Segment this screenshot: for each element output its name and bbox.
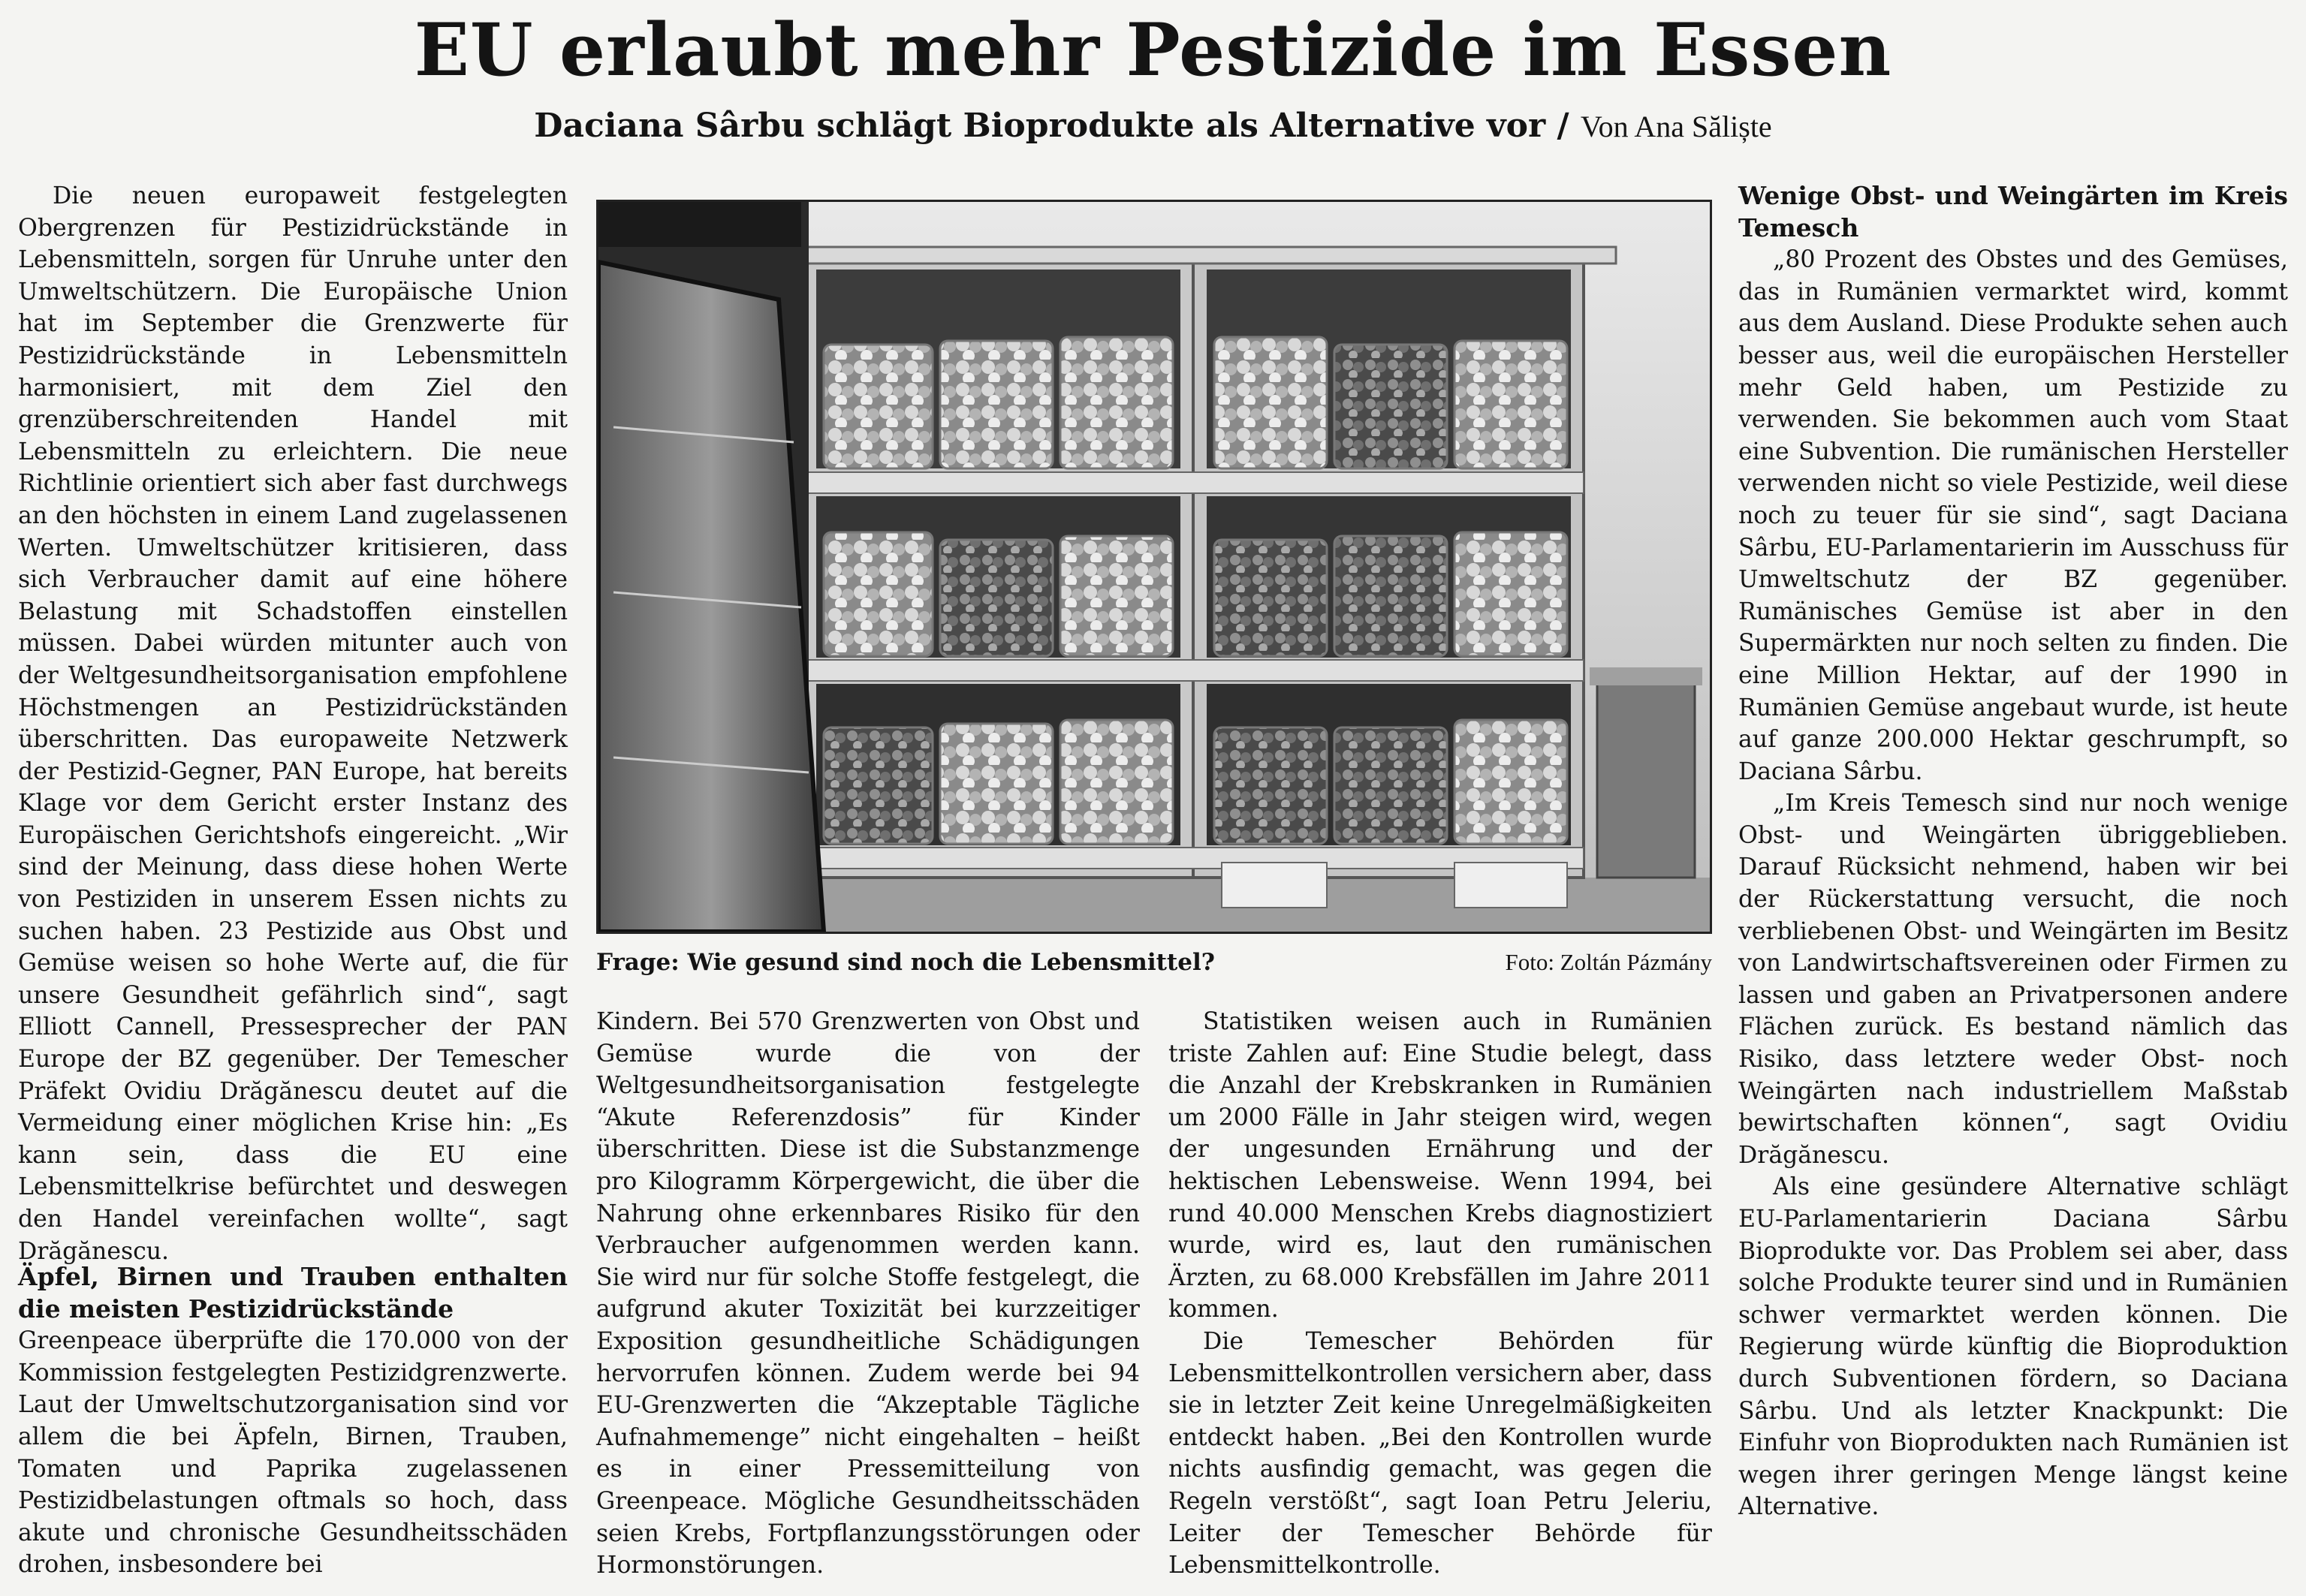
article-column-4: [1738, 180, 2288, 1523]
photo-caption-line: [596, 947, 1712, 977]
photo-credit: Foto: Zoltán Pázmány: [1505, 949, 1712, 975]
headline: EU erlaubt mehr Pestizide im Essen: [414, 8, 1892, 92]
paragraph: Die neuen europaweit festgelegten Obergrenzen für Pestizidrückstände in Lebensmitteln, sorgen für Unruhe unter den Umweltschützern. Die Europäische Union hat im September die Grenzwerte für Pestizidrückstände in Lebensmitteln harmonisiert, mit dem Ziel den grenzüberschreitenden Handel mit Lebensmitteln zu erleichtern. Die neue Richtlinie orientiert sich aber fast durchwegs an den höchsten in einem Land zugelassenen Werten. Umweltschützer kritisieren, dass sich Verbraucher damit auf eine höhere Belastung mit Schadstoffen einstellen müssen. Dabei würden mitunter auch von der Weltgesundheitsorganisation empfohlene Höchstmengen an Pestizidrückständen überschritten. Das europaweite Netzwerk der Pestizid-Gegner, PAN Europe, hat bereits Klage vor dem Gericht erster Instanz des Europäischen Gerichtshofs eingereicht. „Wir sind der Meinung, dass diese hohen Werte von Pestiziden in unserem Essen nichts zu suchen haben. 23 Pestizide aus Obst und Gemüse weisen so hohe Werte auf, die für unsere Gesundheit gefährlich sind“, sagt Elliott Cannell, Pressesprecher der PAN Europe der BZ gegenüber. Der Temescher Präfekt Ovidiu Drăgănescu deutet auf die Vermeidung einer möglichen Krise hin: „Es kann sein, dass die EU eine Lebensmittelkrise befürchtet und deswegen den Handel vereinfachen wollte“, sagt Drăgănescu.: [18, 182, 568, 1265]
byline-separator: /: [1545, 107, 1581, 145]
paragraph: Statistiken weisen auch in Rumänien triste Zahlen auf: Eine Studie belegt, dass die Anzahl der Krebskranken in Rumänien um 2000 Fälle in Jahr steigen wird, wegen der ungesunden Ernährung und der hektischen Lebensweise. Wenn 1994, bei rund 40.000 Menschen Krebs diagnostiziert wurde, wird es, laut den rumänischen Ärzten, zu 68.000 Krebsfällen im Jahre 2011 kommen.: [1168, 1008, 1712, 1323]
article-column-2: [596, 1006, 1140, 1582]
subheadline: Daciana Sârbu schlägt Bioprodukte als Alternative vor: [534, 107, 1546, 145]
section-heading: Wenige Obst- und Weingärten im Kreis Temesch: [1738, 181, 2288, 242]
photo-illustration: [598, 202, 1710, 932]
section-heading: Äpfel, Birnen und Trauben enthalten die meisten Pestizidrückstände: [18, 1262, 568, 1323]
photo-caption: Frage: Wie gesund sind noch die Lebensmittel?: [596, 949, 1215, 976]
paragraph: Die Temescher Behörden für Lebensmittelkontrollen versichern aber, dass sie in letzter Zeit keine Unregelmäßigkeiten entdeckt haben. „Bei den Kontrollen wurde nichts ausfindig gemacht, was gegen die Regeln verstößt“, sagt Ioan Petru Jeleriu, Leiter der Temescher Behörde für Lebensmittelkontrolle.: [1168, 1327, 1712, 1579]
photo-fruit-shelves: [596, 200, 1712, 934]
paragraph: „80 Prozent des Obstes und des Gemüses, das in Rumänien vermarktet wird, kommt aus dem Ausland. Diese Produkte sehen auch besser aus, weil die europäischen Hersteller mehr Geld haben, um Pestizide zu verwenden. Sie bekommen auch vom Staat eine Subvention. Die rumänischen Hersteller verwenden nicht so viele Pestizide, weil diese noch zu teuer für sie sind“, sagt Daciana Sârbu, EU-Parlamentarierin im Ausschuss für Umweltschutz der BZ gegenüber. Rumänisches Gemüse ist aber in den Supermärkten nur noch selten zu finden. Die eine Million Hektar, auf der 1990 in Rumänien Gemüse angebaut wurde, ist heute auf ganze 200.000 Hektar geschrumpft, so Daciana Sârbu.: [1738, 246, 2288, 785]
byline: Von Ana Săliște: [1580, 110, 1772, 143]
article-column-3: [1168, 1006, 1712, 1582]
article-column-1: [18, 180, 568, 1267]
subheadline-line: [0, 104, 2306, 149]
paragraph: „Im Kreis Temesch sind nur noch wenige Obst- und Weingärten übriggeblieben. Darauf Rücksicht nehmend, haben wir bei der Rückerstattung versucht, die noch verbliebenen Obst- und Weingärten im Besitz von Landwirtschaftsvereinen oder Firmen zu lassen und gaben an Privatpersonen andere Flächen zurück. Es bestand nämlich das Risiko, dass letztere weder Obst- noch Weingärten nach industriellem Maßstab bewirtschaften können“, sagt Ovidiu Drăgănescu.: [1738, 790, 2288, 1169]
paragraph: Kindern. Bei 570 Grenzwerten von Obst und Gemüse wurde die von der Weltgesundheitsorganisation festgelegte “Akute Referenzdosis” für Kinder überschritten. Diese ist die Substanzmenge pro Kilogramm Körpergewicht, die über die Nahrung ohne erkennbares Risiko für den Verbraucher aufgenommen werden kann. Sie wird nur für solche Stoffe festgelegt, die aufgrund akuter Toxizität bei kurzzeitiger Exposition gesundheitliche Schädigungen hervorrufen können. Zudem werde bei 94 EU-Grenzwerten die “Akzeptable Tägliche Aufnahmemenge” nicht eingehalten – heißt es in einer Pressemitteilung von Greenpeace. Mögliche Gesundheitsschäden seien Krebs, Fortpflanzungsstörungen oder Hormonstörungen.: [596, 1008, 1140, 1579]
article-column-1-section: [18, 1261, 568, 1581]
paragraph: Als eine gesündere Alternative schlägt EU-Parlamentarierin Daciana Sârbu Bioprodukte vor. Das Problem sei aber, dass solche Produkte teurer sind und in Rumänien schwer vermarktet werden können. Die Regierung würde künftig die Bioproduktion durch Subventionen fördern, so Daciana Sârbu. Und als letzter Knackpunkt: Die Einfuhr von Bioprodukten nach Rumänien ist wegen ihrer geringen Menge längst keine Alternative.: [1738, 1173, 2288, 1521]
paragraph: Greenpeace überprüfte die 170.000 von der Kommission festgelegten Pestizidgrenzwerte. Laut der Umweltschutzorganisation sind vor allem die bei Äpfeln, Birnen, Trauben, Tomaten und Paprika zugelassenen Pestizidbelastungen oftmals so hoch, dass akute und chronische Gesundheitsschäden drohen, insbesondere bei: [18, 1327, 568, 1579]
